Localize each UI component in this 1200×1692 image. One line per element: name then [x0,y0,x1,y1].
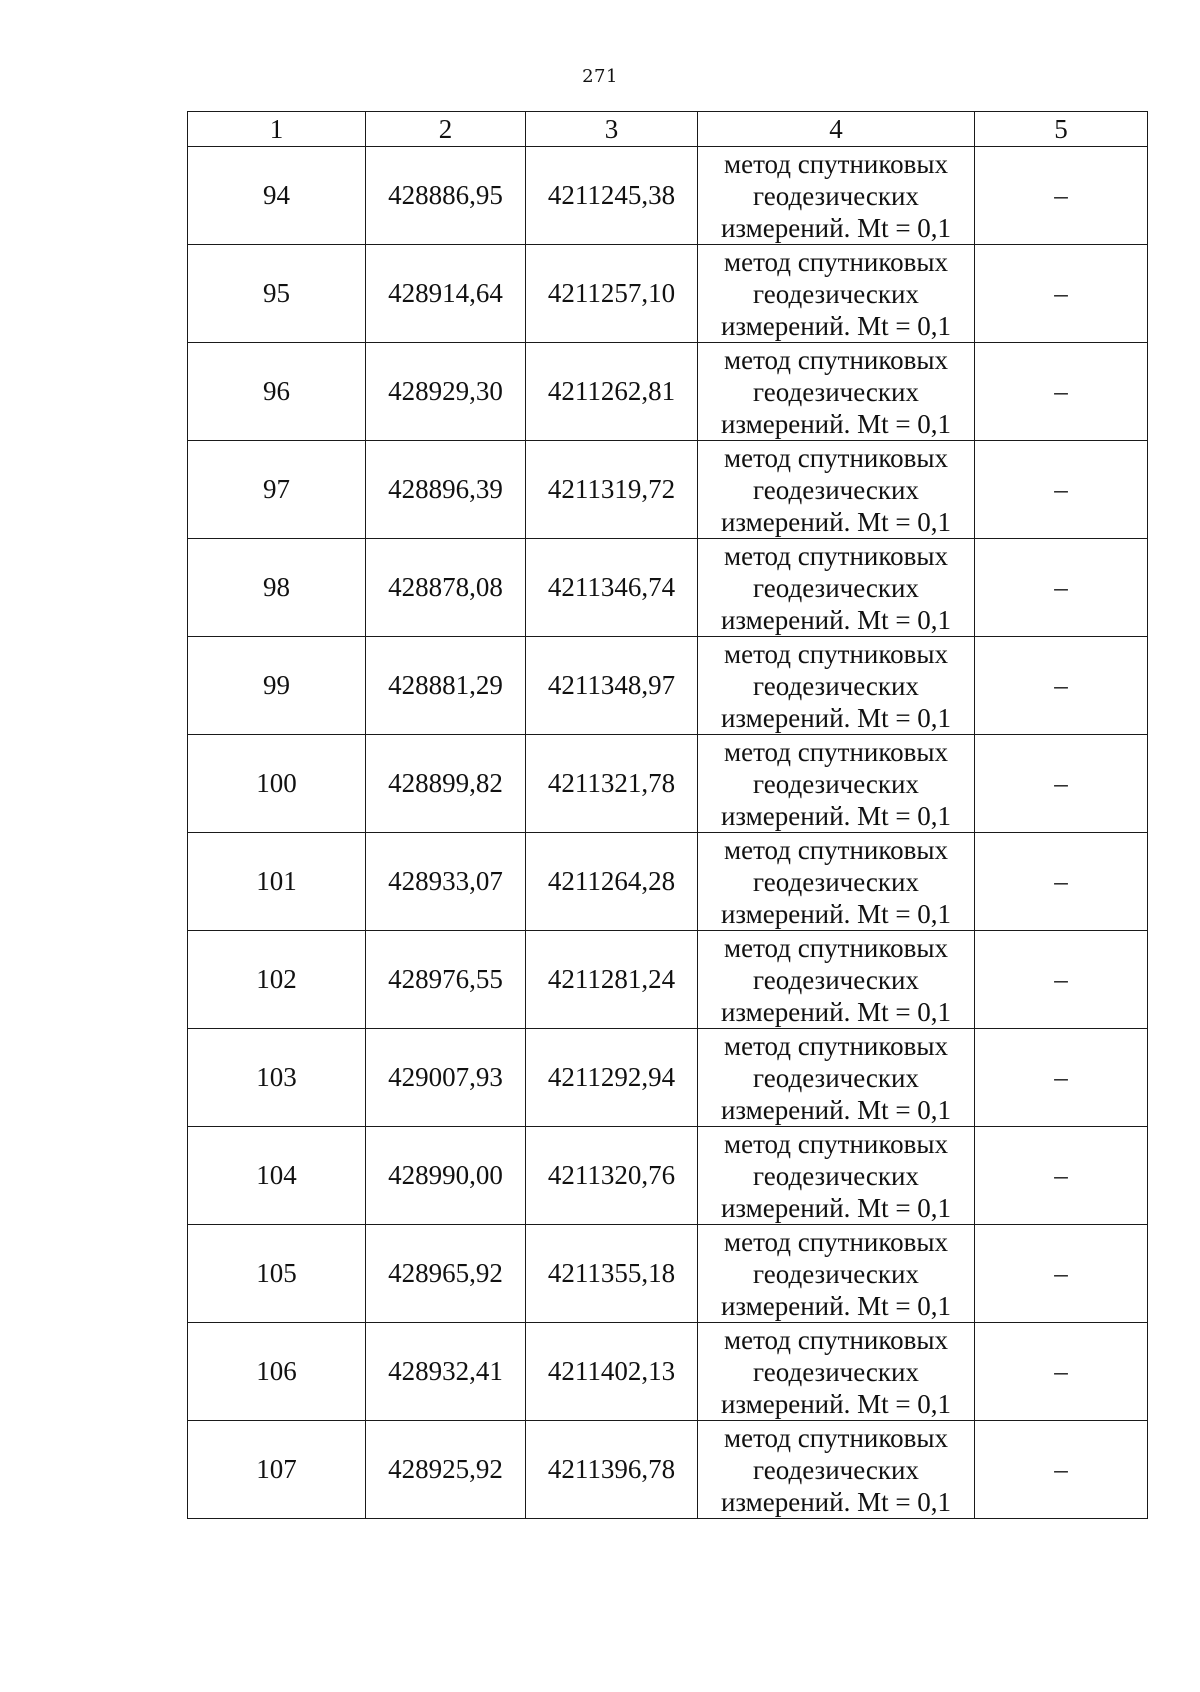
point-number-cell: 100 [188,735,366,833]
method-line: метод спутниковых [724,1422,948,1453]
header-cell-5: 5 [975,112,1148,147]
y-coordinate-cell: 4211281,24 [526,931,698,1029]
note-cell: – [975,245,1148,343]
table-row [188,1029,1148,1127]
table-row [188,931,1148,1029]
note-cell: – [975,1323,1148,1421]
point-number-cell: 101 [188,833,366,931]
table-row [188,245,1148,343]
header-row [188,112,1148,147]
y-coordinate-cell: 4211319,72 [526,441,698,539]
table-row [188,1421,1148,1519]
method-line: геодезических [753,376,919,407]
method-line: геодезических [753,474,919,505]
x-coordinate-cell: 428976,55 [366,931,526,1029]
point-number-cell: 102 [188,931,366,1029]
method-line: измерений. Mt = 0,1 [720,212,952,243]
table-row [188,539,1148,637]
note-cell: – [975,343,1148,441]
point-number-cell: 96 [188,343,366,441]
method-line: измерений. Mt = 0,1 [720,898,952,929]
x-coordinate-cell: 428965,92 [366,1225,526,1323]
point-number-cell: 105 [188,1225,366,1323]
method-line: геодезических [753,278,919,309]
x-coordinate-cell: 428932,41 [366,1323,526,1421]
method-cell [698,931,975,1029]
header-cell-1: 1 [188,112,366,147]
method-line: метод спутниковых [724,148,948,179]
method-cell [698,441,975,539]
method-line: метод спутниковых [724,638,948,669]
method-line: метод спутниковых [724,344,948,375]
note-cell: – [975,1029,1148,1127]
method-line: измерений. Mt = 0,1 [720,604,952,635]
method-cell [698,245,975,343]
method-line: геодезических [753,670,919,701]
method-line: метод спутниковых [724,442,948,473]
method-line: измерений. Mt = 0,1 [720,702,952,733]
y-coordinate-cell: 4211262,81 [526,343,698,441]
method-cell [698,833,975,931]
method-cell [698,1421,975,1519]
x-coordinate-cell: 428878,08 [366,539,526,637]
table-row [188,147,1148,245]
x-coordinate-cell: 428929,30 [366,343,526,441]
point-number-cell: 104 [188,1127,366,1225]
method-line: геодезических [753,572,919,603]
x-coordinate-cell: 429007,93 [366,1029,526,1127]
point-number-cell: 99 [188,637,366,735]
method-line: метод спутниковых [724,932,948,963]
method-cell [698,1127,975,1225]
x-coordinate-cell: 428881,29 [366,637,526,735]
point-number-cell: 106 [188,1323,366,1421]
method-line: метод спутниковых [724,1324,948,1355]
header-cell-3: 3 [526,112,698,147]
method-line: измерений. Mt = 0,1 [720,408,952,439]
method-line: метод спутниковых [724,834,948,865]
method-cell [698,1225,975,1323]
method-cell [698,637,975,735]
method-line: геодезических [753,180,919,211]
method-line: метод спутниковых [724,1226,948,1257]
method-line: измерений. Mt = 0,1 [720,1290,952,1321]
method-line: геодезических [753,1258,919,1289]
header-cell-4: 4 [698,112,975,147]
y-coordinate-cell: 4211264,28 [526,833,698,931]
method-line: измерений. Mt = 0,1 [720,310,952,341]
method-line: метод спутниковых [724,246,948,277]
x-coordinate-cell: 428925,92 [366,1421,526,1519]
point-number-cell: 103 [188,1029,366,1127]
x-coordinate-cell: 428933,07 [366,833,526,931]
y-coordinate-cell: 4211355,18 [526,1225,698,1323]
method-line: измерений. Mt = 0,1 [720,1094,952,1125]
method-line: геодезических [753,1062,919,1093]
method-line: геодезических [753,866,919,897]
method-cell [698,343,975,441]
y-coordinate-cell: 4211257,10 [526,245,698,343]
table-row [188,637,1148,735]
method-line: геодезических [753,1454,919,1485]
x-coordinate-cell: 428914,64 [366,245,526,343]
point-number-cell: 107 [188,1421,366,1519]
method-line: геодезических [753,768,919,799]
note-cell: – [975,931,1148,1029]
method-line: измерений. Mt = 0,1 [720,1388,952,1419]
method-line: метод спутниковых [724,1128,948,1159]
note-cell: – [975,637,1148,735]
method-line: измерений. Mt = 0,1 [720,1486,952,1517]
method-line: геодезических [753,964,919,995]
note-cell: – [975,1225,1148,1323]
method-line: измерений. Mt = 0,1 [720,506,952,537]
note-cell: – [975,147,1148,245]
method-cell [698,1323,975,1421]
note-cell: – [975,1421,1148,1519]
method-line: измерений. Mt = 0,1 [720,996,952,1027]
point-number-cell: 95 [188,245,366,343]
table-header [188,112,1148,147]
table-row [188,1127,1148,1225]
point-number-cell: 94 [188,147,366,245]
method-line: метод спутниковых [724,1030,948,1061]
method-line: геодезических [753,1160,919,1191]
x-coordinate-cell: 428899,82 [366,735,526,833]
y-coordinate-cell: 4211245,38 [526,147,698,245]
x-coordinate-cell: 428886,95 [366,147,526,245]
note-cell: – [975,1127,1148,1225]
table-row [188,1225,1148,1323]
table-body [188,147,1148,1519]
point-number-cell: 98 [188,539,366,637]
y-coordinate-cell: 4211321,78 [526,735,698,833]
y-coordinate-cell: 4211320,76 [526,1127,698,1225]
point-number-cell: 97 [188,441,366,539]
note-cell: – [975,539,1148,637]
page-number: 271 [582,66,618,87]
method-line: геодезических [753,1356,919,1387]
method-cell [698,147,975,245]
coordinates-table [187,111,1148,1519]
note-cell: – [975,833,1148,931]
method-line: измерений. Mt = 0,1 [720,1192,952,1223]
table-row [188,343,1148,441]
method-line: метод спутниковых [724,736,948,767]
y-coordinate-cell: 4211292,94 [526,1029,698,1127]
method-cell [698,539,975,637]
method-cell [698,1029,975,1127]
y-coordinate-cell: 4211346,74 [526,539,698,637]
y-coordinate-cell: 4211348,97 [526,637,698,735]
note-cell: – [975,735,1148,833]
y-coordinate-cell: 4211396,78 [526,1421,698,1519]
method-cell [698,735,975,833]
y-coordinate-cell: 4211402,13 [526,1323,698,1421]
table-row [188,735,1148,833]
table-row [188,833,1148,931]
method-line: измерений. Mt = 0,1 [720,800,952,831]
x-coordinate-cell: 428990,00 [366,1127,526,1225]
note-cell: – [975,441,1148,539]
method-line: метод спутниковых [724,540,948,571]
header-cell-2: 2 [366,112,526,147]
table-row [188,441,1148,539]
x-coordinate-cell: 428896,39 [366,441,526,539]
table-row [188,1323,1148,1421]
